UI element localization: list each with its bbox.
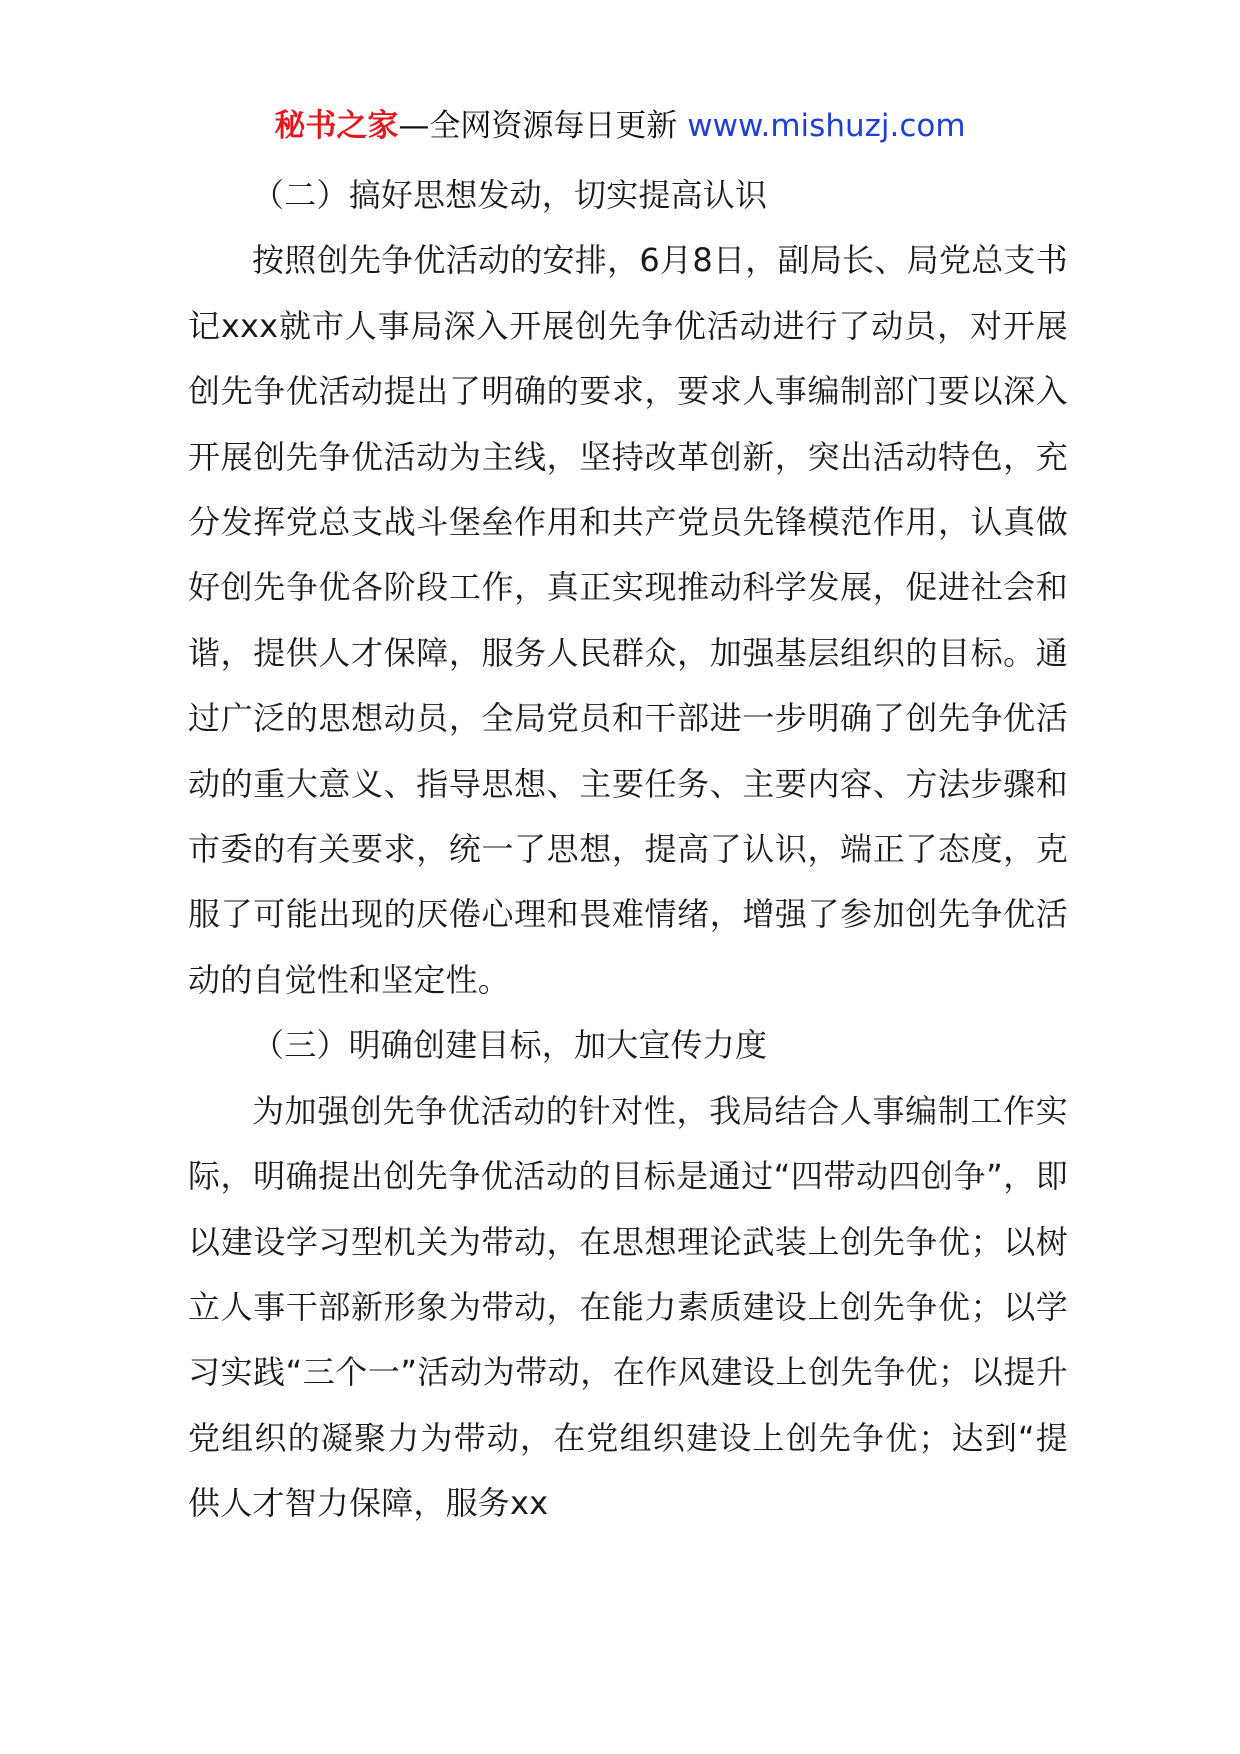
section-heading-2: （二）搞好思想发动，切实提高认识	[252, 176, 768, 214]
website-link[interactable]: www.mishuzj.com	[687, 108, 966, 144]
page-header	[0, 104, 1240, 148]
header-slogan: —全网资源每日更新	[398, 108, 678, 144]
section-paragraph-3: 为加强创先争优活动的针对性，我局结合人事编制工作实际，明确提出创先争优活动的目标是通过“四带动四创争”，即以建设学习型机关为带动，在思想理论武装上创先争优；以树立人事干部新形象为带动，在能力素质建设上创先争优；以学习实践“三个一”活动为带动，在作风建设上创先争优；以提升党组织的凝聚力为带动，在党组织建设上创先争优；达到“提供人才智力保障，服务xx	[188, 1091, 1068, 1523]
document-body	[188, 163, 1068, 1537]
section-paragraph-2: 按照创先争优活动的安排，6月8日，副局长、局党总支书记xxx就市人事局深入开展创先争优活动进行了动员，对开展创先争优活动提出了明确的要求，要求人事编制部门要以深入开展创先争优活动为主线，坚持改革创新，突出活动特色，充分发挥党总支战斗堡垒作用和共产党员先锋模范作用，认真做好创先争优各阶段工作，真正实现推动科学发展，促进社会和谐，提供人才保障，服务人民群众，加强基层组织的目标。通过广泛的思想动员，全局党员和干部进一步明确了创先争优活动的重大意义、指导思想、主要任务、主要内容、方法步骤和市委的有关要求，统一了思想，提高了认识，端正了态度，克服了可能出现的厌倦心理和畏难情绪，增强了参加创先争优活动的自觉性和坚定性。	[188, 241, 1068, 999]
section-heading-3: （三）明确创建目标，加大宣传力度	[252, 1026, 768, 1065]
brand-name: 秘书之家	[274, 108, 399, 144]
